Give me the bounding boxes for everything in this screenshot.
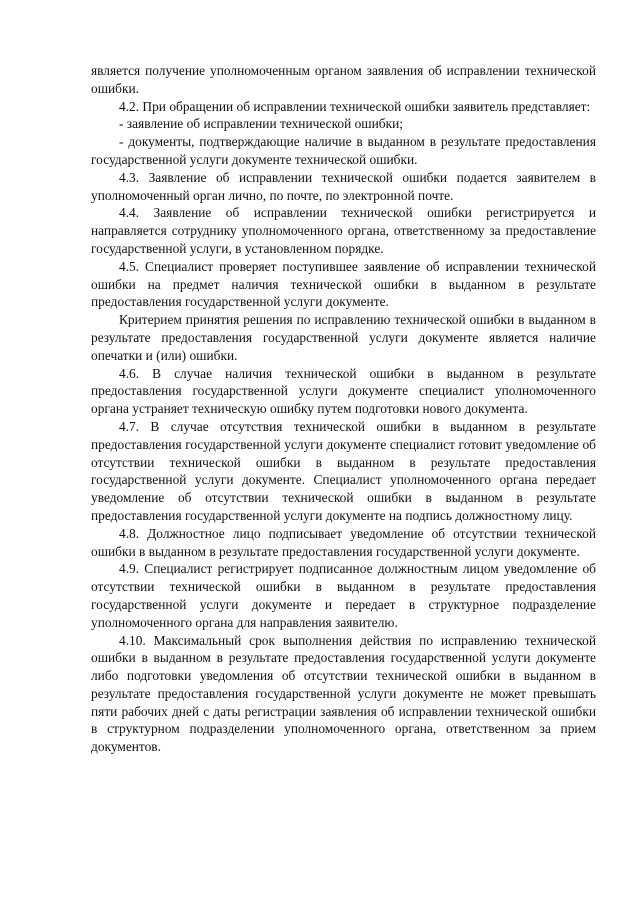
paragraph-4-10: 4.10. Максимальный срок выполнения действия по исправлению технической ошибки в выданном в результате предоставления государственной услуги документе либо подготовки уведомления об отсутствии технической ошибки в выданном в результате предоставления государственной услуги документе не может превышать пяти рабочих дней с даты регистрации заявления об исправлении технической ошибки в структурном подразделении уполномоченного органа, ответственном за прием документов. bbox=[91, 632, 596, 755]
paragraph-4-4: 4.4. Заявление об исправлении технической ошибки регистрируется и направляется сотруднику уполномоченного органа, ответственному за предоставление государственной услуги, в установленном порядке. bbox=[91, 205, 596, 256]
paragraph-4-9: 4.9. Специалист регистрирует подписанное должностным лицом уведомление об отсутствии технической ошибки в выданном в результате предоставления государственной услуги документе и передает в структурное подразделение уполномоченного органа для направления заявителю. bbox=[91, 561, 596, 630]
paragraph-4-3: 4.3. Заявление об исправлении технической ошибки подается заявителем в уполномоченный орган лично, по почте, по электронной почте. bbox=[91, 169, 596, 203]
paragraph-4-5: 4.5. Специалист проверяет поступившее заявление об исправлении технической ошибки на предмет наличия технической ошибки в выданном в результате предоставления государственной услуги документе. bbox=[91, 258, 596, 310]
paragraph-4-8: 4.8. Должностное лицо подписывает уведомление об отсутствии технической ошибки в выданном в результате предоставления государственной услуги документе. bbox=[91, 525, 596, 559]
paragraph-4-7: 4.7. В случае отсутствия технической ошибки в выданном в результате предоставления государственной услуги документе специалист готовит уведомление об отсутствии технической ошибки в выданном в результате предоставления государственной услуги документе. Специалист уполномоченного органа передает уведомление об отсутствии технической ошибки в выданном в результате предоставления государственной услуги документе на подпись должностному лицу. bbox=[91, 418, 596, 523]
list-item-application: - заявление об исправлении технической ошибки; bbox=[119, 116, 403, 132]
paragraph-continuation: является получение уполномоченным органом заявления об исправлении технической ошибки. bbox=[91, 63, 596, 96]
paragraph-4-2: 4.2. При обращении об исправлении технической ошибки заявитель представляет: bbox=[119, 98, 591, 114]
list-item-documents: - документы, подтверждающие наличие в выданном в результате предоставления государственной услуги документе технической ошибки. bbox=[91, 134, 596, 167]
paragraph-4-6: 4.6. В случае наличия технической ошибки в выданном в результате предоставления государственной услуги документе специалист уполномоченного органа устраняет техническую ошибку путем подготовки нового документа. bbox=[91, 365, 596, 417]
document-page bbox=[91, 62, 596, 756]
paragraph-criterion: Критерием принятия решения по исправлению технической ошибки в выданном в результате предоставления государственной услуги документе является наличие опечатки и (или) ошибки. bbox=[91, 312, 596, 363]
